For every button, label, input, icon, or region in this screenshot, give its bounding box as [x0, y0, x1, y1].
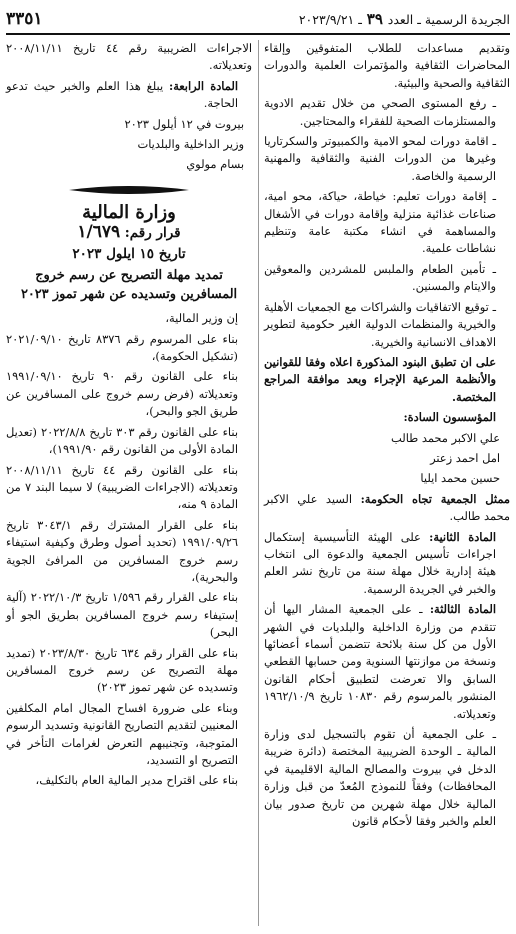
article-2-label: المادة الثانية:: [429, 529, 496, 544]
decision-title: تمديد مهلة التصريح عن رسم خروج المسافرين وتسديده عن شهر تموز ٢٠٢٣: [20, 268, 238, 303]
article-3: [264, 601, 510, 723]
preamble: بناء على اقتراح مدير المالية العام بالتكليف،: [35, 773, 238, 788]
ministry-heading: وزارة المالية: [82, 201, 176, 223]
decision-number: ١/٦٧٩: [77, 222, 121, 243]
paragraph: ـ على الجمعية أن تقوم بالتسجيل لدى وزارة المالية ـ الوحدة الضريبية المختصة (دائرة ضريبة الدخل في بيروت والمصالح المالية الاقليمية في المحافظات) وفقاً للنموذج المُعدّ من قبل وزارة المالية خلال مهلة شهرين من تاريخ صدور بيان العلم والخبر وفقا لأحكام قانون: [264, 727, 496, 829]
preamble: بناء على القانون رقم ٣٠٣ تاريخ ٢٠٢٢/٨/٨ (تعديل المادة الأولى من القانون رقم ١٩٩١/٩٠)،: [6, 424, 239, 457]
signature-name: بسام مولوي: [186, 157, 244, 172]
column-divider: [258, 40, 259, 926]
representative-value: السيد علي الاكبر محمد طالب.: [264, 491, 510, 524]
paragraph: ـ رفع المستوى الصحي من خلال تقديم الادوية والمستلزمات الصحية للفقراء والمحتاجين.: [264, 96, 496, 128]
paragraph: ـ إقامة دورات تعليم: خياطة، حياكة، محو امية، صناعات غذائية منزلية وإقامة دورات في الأشغال والمساهمة في انشاء مكتبة عامة وتنظيم نشاطات علمية.: [264, 189, 496, 256]
article-3-label: المادة الثالثة:: [429, 602, 497, 617]
preamble: بناء على القرار المشترك رقم ٣٠٤٣/١ تاريخ ١٩٩١/٠٩/٢٦ (تحديد أصول وطرق وكيفية استيفاء رسم خروج المسافرين من المرافئ الجوية والبحرية)،: [6, 517, 238, 584]
conditions-paragraph: على ان تطبق البنود المذكورة اعلاه وفقا للقوانين والأنظمة المرعية الإجراء وبعد موافقة المراجع المختصة.: [264, 354, 496, 404]
article-2: [264, 529, 510, 599]
paragraph: الاجراءات الضريبية رقم ٤٤ تاريخ ٢٠٠٨/١١/١١ وتعديلاته.: [6, 41, 253, 73]
issue-date: ـ ٢٠٢٣/٩/٢١: [298, 12, 362, 27]
founder-name: حسين محمد ايليا: [420, 471, 500, 486]
running-title: الجريدة الرسمية ـ العدد: [387, 12, 510, 27]
preamble: وبناء على ضرورة افساح المجال امام المكلفين المعنيين لتقديم التصاريح القانونية وتسديد الرسوم المتوجبة، وتجنيبهم التعرض لغرامات التأخر في التصريح او التسديد،: [6, 700, 238, 767]
article-4-label: المادة الرابعة:: [168, 78, 238, 93]
header-rule: [6, 33, 510, 35]
article-4-text: يبلغ هذا العلم والخبر حيث تدعو الحاجة.: [6, 78, 238, 111]
signature-title: وزير الداخلية والبلديات: [137, 137, 244, 152]
issue-number: ٣٩: [366, 10, 383, 28]
signature-place-date: بيروت في ١٢ أيلول ٢٠٢٣: [124, 116, 244, 131]
right-column: [264, 40, 510, 833]
decision-date: تاريخ ١٥ ايلول ٢٠٢٣: [72, 246, 186, 263]
representative-label: ممثل الجمعية تجاه الحكومة:: [360, 491, 510, 506]
paragraph: وتقديم مساعدات للطلاب المتفوقين وإلقاء المحاضرات الثقافية والمؤتمرات العلمية والدورات الثقافية والصحية والبيئية.: [264, 41, 510, 90]
preamble: بناء على المرسوم رقم ٨٣٧٦ تاريخ ٢٠٢١/٠٩/١٠ (تشكيل الحكومة)،: [6, 331, 238, 364]
paragraph: ـ تأمين الطعام والملبس للمشردين والمعوقين والايتام والمسنين.: [264, 261, 496, 294]
article-4: [6, 78, 252, 113]
section-ornament: [69, 184, 189, 196]
paragraph: ـ توقيع الاتفاقيات والشراكات مع الجمعيات الأهلية والخيرية والمنظمات الدولية الغير حكومية لتطوير الاهداف الانسانية والخيرية.: [264, 299, 496, 349]
header-title: [299, 10, 510, 28]
left-column: [6, 40, 252, 793]
preamble: إن وزير المالية،: [165, 311, 238, 326]
article-3-text: ـ على الجمعية المشار اليها أن تتقدم من وزارة الداخلية والبلديات في الشهر الأول من كل سنة بلائحة تتضمن أسماء أعضائها ونسخة من موازنتها السنوية ومن حسابها القطعي السابق والا تعرضت لتطبيق أحكام القانون المنشور بالمرسوم رقم ١٠٨٣٠ تاريخ ١٩٦٢/١٠/٩ وتعديلاته.: [264, 602, 496, 721]
representative: [264, 491, 510, 526]
preamble: بناء على القرار رقم ٦٣٤ تاريخ ٢٠٢٣/٨/٣٠ (تمديد مهلة التصريح عن رسم خروج المسافرين وتسديده عن شهر تموز ٢٠٢٣): [6, 645, 238, 695]
founders-label: المؤسسون السادة:: [403, 410, 496, 425]
page-number: ٣٣٥١: [6, 9, 43, 29]
preamble: بناء على القرار رقم ١/٥٩٦ تاريخ ٢٠٢٢/١٠/٣ (آلية إستيفاء رسم خروج المسافرين بطريق الجو أو البحر): [6, 590, 238, 640]
preamble: بناء على القانون رقم ٤٤ تاريخ ٢٠٠٨/١١/١١ وتعديلاته (الاجراءات الضريبية) لا سيما البند ٧ من المادة ٩ منه،: [6, 462, 239, 512]
founder-name: امل احمد زعتر: [430, 450, 500, 465]
paragraph: ـ اقامة دورات لمحو الامية والكمبيوتر والسكرتاريا وغيرها من الدورات الفنية والثقافية والمهنية الرسمية والخاصة.: [264, 134, 496, 183]
article-2-text: على الهيئة التأسيسية إستكمال اجراءات تأسيس الجمعية والدعوة الى انتخاب هيئة إدارية خلال مهلة سنة من تاريخ نشر العلم والخبر في الجريدة الرسمية.: [264, 529, 496, 596]
decision-label: قرار رقم:: [124, 225, 181, 242]
page-header: [6, 6, 510, 32]
preamble: بناء على القانون رقم ٩٠ تاريخ ١٩٩١/٠٩/١٠ وتعديلاته (فرض رسم خروج على المسافرين عن طريق الجو والبحر)،: [6, 369, 239, 419]
decision-number-line: [6, 223, 252, 243]
founder-name: علي الاكبر محمد طالب: [391, 430, 500, 445]
